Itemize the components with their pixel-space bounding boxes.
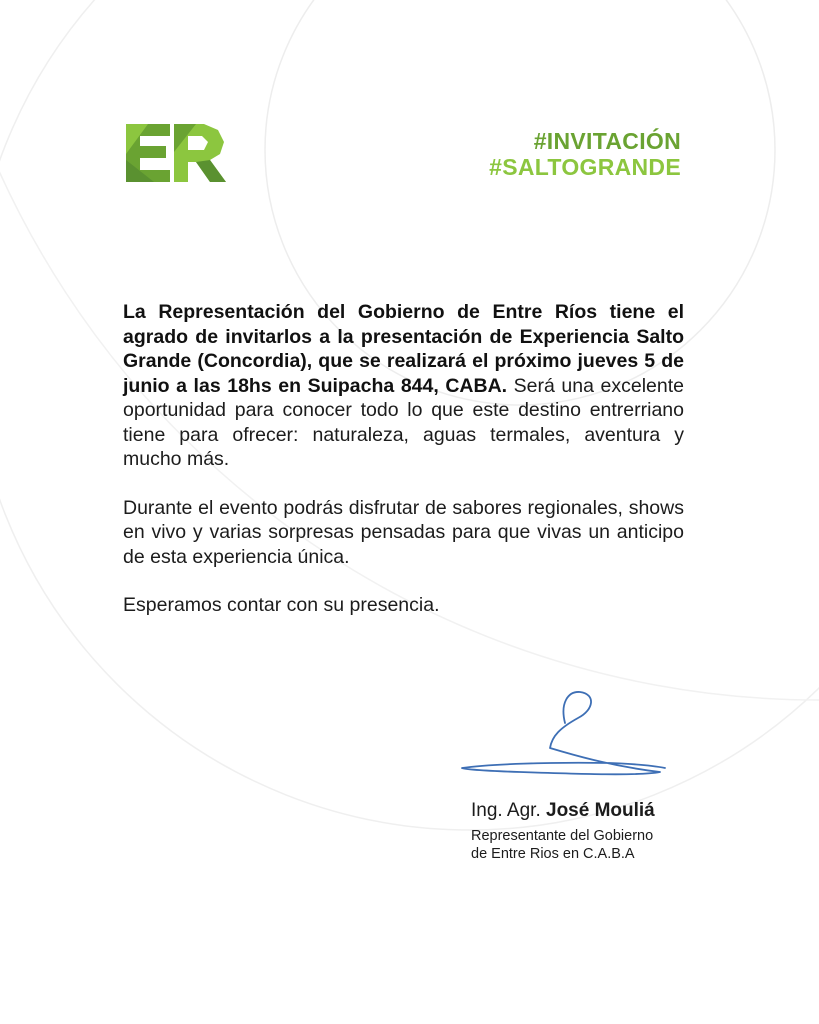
signatory-role-line-2: de Entre Rios en C.A.B.A: [471, 846, 635, 862]
paragraph-invitation: [123, 300, 684, 472]
signatory-name: José Mouliá: [546, 800, 655, 821]
hashtag-saltogrande: #SALTOGRANDE: [489, 154, 681, 180]
letter-body: [123, 300, 684, 642]
signatory-block: [471, 799, 711, 863]
invitation-details: La Representación del Gobierno de Entre Ríos tiene el agrado de invitarlos a la presentación de Experiencia Salto Grande (Concordia), que se realizará el próximo jueves 5 de junio a las 18hs en Suipacha 844, CABA.: [123, 301, 684, 397]
signatory-name-line: [471, 799, 711, 823]
signatory-role-line-1: Representante del Gobierno: [471, 828, 654, 844]
handwritten-signature: [460, 688, 670, 783]
hashtags: [489, 128, 681, 180]
signatory-role: [471, 827, 711, 863]
invitation-description: Será una excelente oportunidad para conocer todo lo que este destino entrerriano tiene para ofrecer: naturaleza, aguas termales, aventura y mucho más.: [123, 374, 684, 470]
entre-rios-logo: [126, 124, 228, 182]
hashtag-invitacion: #INVITACIÓN: [533, 128, 681, 154]
signatory-title: Ing. Agr.: [471, 800, 546, 821]
paragraph-event: Durante el evento podrás disfrutar de sabores regionales, shows en vivo y varias sorpresas pensadas para que vivas un anticipo de esta experiencia única.: [123, 496, 684, 568]
paragraph-closing: Esperamos contar con su presencia.: [123, 594, 440, 616]
